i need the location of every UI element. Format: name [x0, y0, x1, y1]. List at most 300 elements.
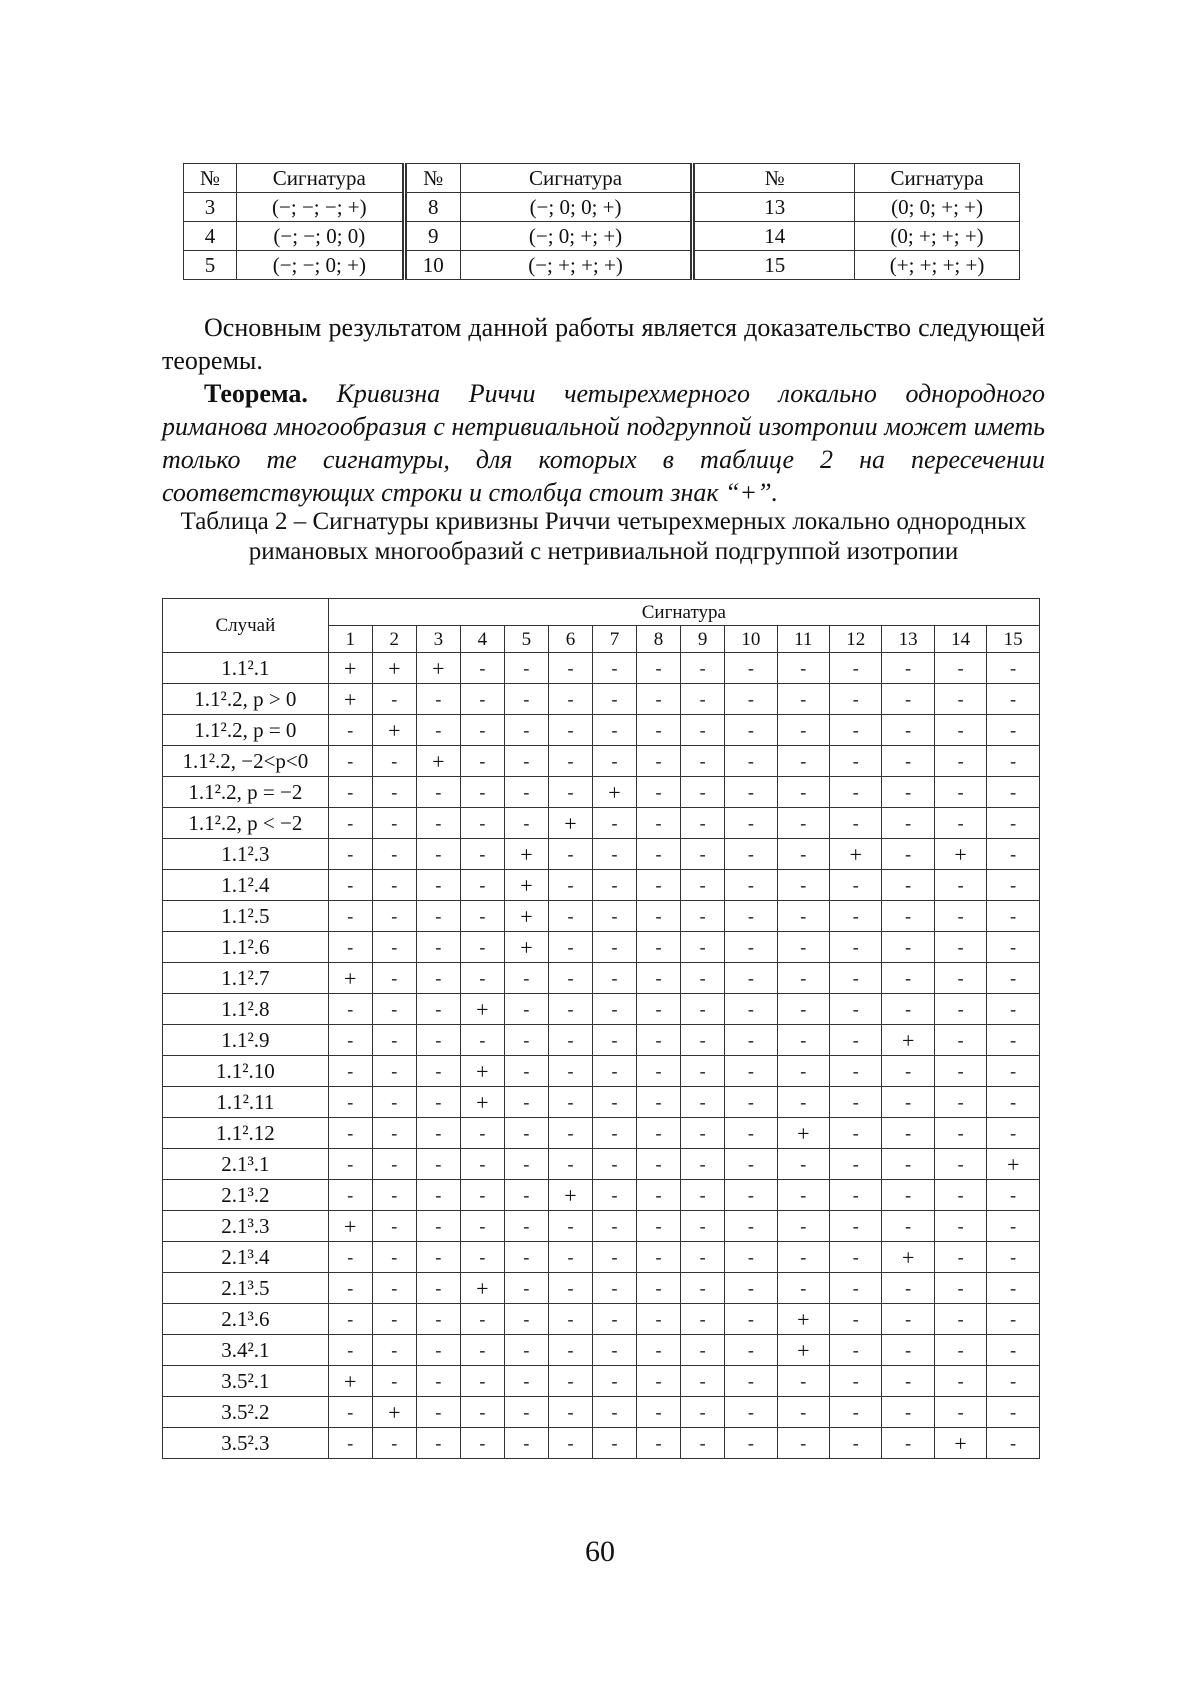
- minus-mark: -: [504, 1273, 548, 1304]
- minus-mark: -: [777, 1366, 829, 1397]
- minus-mark: -: [372, 963, 416, 994]
- minus-mark: -: [987, 808, 1040, 839]
- minus-mark: -: [830, 1211, 882, 1242]
- plus-mark: +: [777, 1335, 829, 1366]
- table-row: [163, 839, 1040, 870]
- page-number: 60: [0, 1535, 1200, 1569]
- minus-mark: -: [987, 1366, 1040, 1397]
- minus-mark: -: [777, 1428, 829, 1459]
- minus-mark: -: [987, 870, 1040, 901]
- signature-table: [183, 163, 1020, 280]
- signature-number: 3: [184, 193, 237, 222]
- minus-mark: -: [592, 1025, 636, 1056]
- minus-mark: -: [328, 870, 372, 901]
- minus-mark: -: [681, 684, 725, 715]
- signature-column-header: 8: [637, 626, 681, 653]
- minus-mark: -: [548, 1273, 592, 1304]
- minus-mark: -: [681, 808, 725, 839]
- minus-mark: -: [725, 1087, 777, 1118]
- minus-mark: -: [637, 1428, 681, 1459]
- table-row: [163, 1242, 1040, 1273]
- minus-mark: -: [416, 684, 460, 715]
- minus-mark: -: [592, 1242, 636, 1273]
- minus-mark: -: [882, 746, 934, 777]
- plus-mark: +: [504, 870, 548, 901]
- minus-mark: -: [416, 808, 460, 839]
- minus-mark: -: [830, 870, 882, 901]
- case-label: 2.1³.2: [163, 1180, 329, 1211]
- minus-mark: -: [777, 684, 829, 715]
- minus-mark: -: [681, 1087, 725, 1118]
- minus-mark: -: [830, 1273, 882, 1304]
- minus-mark: -: [725, 808, 777, 839]
- case-label: 1.1².2, p = −2: [163, 777, 329, 808]
- minus-mark: -: [548, 746, 592, 777]
- minus-mark: -: [830, 1428, 882, 1459]
- signature-column-header: 3: [416, 626, 460, 653]
- minus-mark: -: [934, 1025, 986, 1056]
- minus-mark: -: [328, 1087, 372, 1118]
- signature-header: Сигнатура: [328, 599, 1039, 626]
- minus-mark: -: [934, 1149, 986, 1180]
- minus-mark: -: [504, 994, 548, 1025]
- plus-mark: +: [830, 839, 882, 870]
- minus-mark: -: [681, 653, 725, 684]
- signature-column-header: 4: [460, 626, 504, 653]
- minus-mark: -: [725, 746, 777, 777]
- minus-mark: -: [548, 1149, 592, 1180]
- minus-mark: -: [328, 1273, 372, 1304]
- signature-value: (−; 0; 0; +): [460, 193, 693, 222]
- minus-mark: -: [460, 1149, 504, 1180]
- plus-mark: +: [548, 808, 592, 839]
- minus-mark: -: [987, 839, 1040, 870]
- minus-mark: -: [328, 994, 372, 1025]
- minus-mark: -: [548, 932, 592, 963]
- case-label: 1.1².6: [163, 932, 329, 963]
- minus-mark: -: [777, 1149, 829, 1180]
- minus-mark: -: [592, 963, 636, 994]
- minus-mark: -: [372, 808, 416, 839]
- plus-mark: +: [416, 746, 460, 777]
- minus-mark: -: [548, 1056, 592, 1087]
- minus-mark: -: [637, 808, 681, 839]
- case-label: 1.1².2, p < −2: [163, 808, 329, 839]
- plus-mark: +: [777, 1118, 829, 1149]
- case-label: 2.1³.4: [163, 1242, 329, 1273]
- minus-mark: -: [548, 1335, 592, 1366]
- minus-mark: -: [681, 1273, 725, 1304]
- case-label: 1.1².5: [163, 901, 329, 932]
- signature-table-row: [184, 193, 1020, 222]
- minus-mark: -: [548, 1304, 592, 1335]
- header-signature: Сигнатура: [855, 164, 1020, 193]
- minus-mark: -: [637, 963, 681, 994]
- minus-mark: -: [504, 653, 548, 684]
- case-label: 3.5².3: [163, 1428, 329, 1459]
- minus-mark: -: [460, 715, 504, 746]
- minus-mark: -: [987, 746, 1040, 777]
- minus-mark: -: [328, 1397, 372, 1428]
- minus-mark: -: [934, 1273, 986, 1304]
- minus-mark: -: [725, 684, 777, 715]
- minus-mark: -: [592, 1056, 636, 1087]
- minus-mark: -: [934, 746, 986, 777]
- minus-mark: -: [548, 777, 592, 808]
- signature-value: (−; 0; +; +): [460, 222, 693, 251]
- minus-mark: -: [987, 1087, 1040, 1118]
- minus-mark: -: [416, 870, 460, 901]
- minus-mark: -: [777, 1397, 829, 1428]
- minus-mark: -: [725, 777, 777, 808]
- minus-mark: -: [504, 1397, 548, 1428]
- minus-mark: -: [725, 963, 777, 994]
- minus-mark: -: [592, 1366, 636, 1397]
- minus-mark: -: [987, 901, 1040, 932]
- minus-mark: -: [372, 1366, 416, 1397]
- signature-column-header: 12: [830, 626, 882, 653]
- minus-mark: -: [725, 1211, 777, 1242]
- minus-mark: -: [777, 1056, 829, 1087]
- minus-mark: -: [882, 870, 934, 901]
- minus-mark: -: [934, 653, 986, 684]
- table-row: [163, 1211, 1040, 1242]
- minus-mark: -: [504, 715, 548, 746]
- minus-mark: -: [681, 1397, 725, 1428]
- minus-mark: -: [328, 715, 372, 746]
- signature-number: 13: [693, 193, 855, 222]
- minus-mark: -: [372, 870, 416, 901]
- signature-column-header: 1: [328, 626, 372, 653]
- minus-mark: -: [372, 746, 416, 777]
- signature-matrix-table: [162, 598, 1040, 1459]
- minus-mark: -: [460, 684, 504, 715]
- plus-mark: +: [548, 1180, 592, 1211]
- plus-mark: +: [372, 715, 416, 746]
- plus-mark: +: [460, 994, 504, 1025]
- signature-number: 9: [404, 222, 460, 251]
- minus-mark: -: [372, 1335, 416, 1366]
- minus-mark: -: [681, 777, 725, 808]
- minus-mark: -: [637, 1273, 681, 1304]
- header-signature: Сигнатура: [460, 164, 693, 193]
- minus-mark: -: [328, 1025, 372, 1056]
- minus-mark: -: [460, 1397, 504, 1428]
- minus-mark: -: [460, 839, 504, 870]
- minus-mark: -: [830, 1025, 882, 1056]
- case-label: 2.1³.3: [163, 1211, 329, 1242]
- minus-mark: -: [372, 1273, 416, 1304]
- minus-mark: -: [328, 1180, 372, 1211]
- minus-mark: -: [725, 839, 777, 870]
- minus-mark: -: [372, 684, 416, 715]
- minus-mark: -: [777, 839, 829, 870]
- table-row: [163, 808, 1040, 839]
- minus-mark: -: [592, 746, 636, 777]
- minus-mark: -: [592, 994, 636, 1025]
- minus-mark: -: [416, 777, 460, 808]
- minus-mark: -: [460, 1335, 504, 1366]
- minus-mark: -: [637, 1118, 681, 1149]
- minus-mark: -: [637, 1366, 681, 1397]
- case-label: 1.1².7: [163, 963, 329, 994]
- minus-mark: -: [592, 839, 636, 870]
- minus-mark: -: [637, 1335, 681, 1366]
- minus-mark: -: [372, 839, 416, 870]
- minus-mark: -: [830, 715, 882, 746]
- table-row: [163, 1056, 1040, 1087]
- table-row: [163, 653, 1040, 684]
- case-label: 1.1².4: [163, 870, 329, 901]
- case-label: 1.1².2, −2<p<0: [163, 746, 329, 777]
- case-label: 1.1².11: [163, 1087, 329, 1118]
- plus-mark: +: [372, 653, 416, 684]
- plus-mark: +: [372, 1397, 416, 1428]
- minus-mark: -: [328, 746, 372, 777]
- minus-mark: -: [460, 963, 504, 994]
- minus-mark: -: [416, 1428, 460, 1459]
- minus-mark: -: [934, 808, 986, 839]
- minus-mark: -: [725, 1180, 777, 1211]
- minus-mark: -: [592, 932, 636, 963]
- minus-mark: -: [681, 870, 725, 901]
- minus-mark: -: [882, 1335, 934, 1366]
- minus-mark: -: [504, 808, 548, 839]
- minus-mark: -: [934, 1366, 986, 1397]
- minus-mark: -: [725, 1025, 777, 1056]
- minus-mark: -: [987, 1118, 1040, 1149]
- minus-mark: -: [548, 684, 592, 715]
- minus-mark: -: [548, 1087, 592, 1118]
- minus-mark: -: [934, 1335, 986, 1366]
- minus-mark: -: [372, 1087, 416, 1118]
- minus-mark: -: [681, 994, 725, 1025]
- minus-mark: -: [416, 1335, 460, 1366]
- minus-mark: -: [987, 715, 1040, 746]
- minus-mark: -: [637, 777, 681, 808]
- minus-mark: -: [681, 1118, 725, 1149]
- minus-mark: -: [987, 1335, 1040, 1366]
- minus-mark: -: [725, 1428, 777, 1459]
- minus-mark: -: [725, 1118, 777, 1149]
- signature-column-header: 2: [372, 626, 416, 653]
- signature-column-header: 14: [934, 626, 986, 653]
- signature-number: 14: [693, 222, 855, 251]
- minus-mark: -: [372, 932, 416, 963]
- minus-mark: -: [592, 1335, 636, 1366]
- minus-mark: -: [372, 1304, 416, 1335]
- minus-mark: -: [934, 932, 986, 963]
- minus-mark: -: [416, 932, 460, 963]
- minus-mark: -: [987, 777, 1040, 808]
- minus-mark: -: [830, 1149, 882, 1180]
- case-label: 2.1³.6: [163, 1304, 329, 1335]
- minus-mark: -: [934, 1304, 986, 1335]
- minus-mark: -: [504, 684, 548, 715]
- minus-mark: -: [777, 870, 829, 901]
- signature-number: 10: [404, 251, 460, 280]
- plus-mark: +: [328, 963, 372, 994]
- plus-mark: +: [504, 932, 548, 963]
- minus-mark: -: [416, 1366, 460, 1397]
- minus-mark: -: [882, 777, 934, 808]
- minus-mark: -: [372, 901, 416, 932]
- table-row: [163, 994, 1040, 1025]
- minus-mark: -: [416, 901, 460, 932]
- table-row: [163, 1273, 1040, 1304]
- minus-mark: -: [637, 1056, 681, 1087]
- minus-mark: -: [592, 653, 636, 684]
- minus-mark: -: [681, 1366, 725, 1397]
- signature-column-header: 9: [681, 626, 725, 653]
- plus-mark: +: [460, 1087, 504, 1118]
- table-row: [163, 870, 1040, 901]
- minus-mark: -: [882, 1397, 934, 1428]
- minus-mark: -: [830, 1397, 882, 1428]
- minus-mark: -: [592, 684, 636, 715]
- minus-mark: -: [830, 1056, 882, 1087]
- signature-number: 8: [404, 193, 460, 222]
- minus-mark: -: [637, 1180, 681, 1211]
- minus-mark: -: [328, 901, 372, 932]
- minus-mark: -: [416, 1025, 460, 1056]
- minus-mark: -: [637, 746, 681, 777]
- signature-number: 15: [693, 251, 855, 280]
- minus-mark: -: [882, 963, 934, 994]
- minus-mark: -: [416, 1149, 460, 1180]
- minus-mark: -: [777, 746, 829, 777]
- minus-mark: -: [830, 1304, 882, 1335]
- minus-mark: -: [504, 1118, 548, 1149]
- minus-mark: -: [504, 1428, 548, 1459]
- plus-mark: +: [328, 1366, 372, 1397]
- minus-mark: -: [725, 932, 777, 963]
- minus-mark: -: [504, 1304, 548, 1335]
- minus-mark: -: [987, 1025, 1040, 1056]
- table-row: [163, 1304, 1040, 1335]
- minus-mark: -: [882, 994, 934, 1025]
- header-num: №: [404, 164, 460, 193]
- minus-mark: -: [830, 684, 882, 715]
- minus-mark: -: [460, 1242, 504, 1273]
- minus-mark: -: [416, 715, 460, 746]
- minus-mark: -: [882, 901, 934, 932]
- minus-mark: -: [777, 963, 829, 994]
- minus-mark: -: [328, 808, 372, 839]
- minus-mark: -: [681, 715, 725, 746]
- minus-mark: -: [504, 746, 548, 777]
- minus-mark: -: [592, 1273, 636, 1304]
- minus-mark: -: [460, 1118, 504, 1149]
- minus-mark: -: [460, 1025, 504, 1056]
- minus-mark: -: [830, 994, 882, 1025]
- minus-mark: -: [681, 963, 725, 994]
- table-row: [163, 1397, 1040, 1428]
- minus-mark: -: [637, 870, 681, 901]
- theorem-paragraph: [162, 377, 1045, 509]
- minus-mark: -: [416, 1242, 460, 1273]
- signature-column-header: 6: [548, 626, 592, 653]
- minus-mark: -: [725, 1056, 777, 1087]
- table-row: [163, 777, 1040, 808]
- plus-mark: +: [934, 1428, 986, 1459]
- minus-mark: -: [592, 1397, 636, 1428]
- plus-mark: +: [328, 653, 372, 684]
- table-row: [163, 1335, 1040, 1366]
- minus-mark: -: [416, 1397, 460, 1428]
- case-label: 3.5².2: [163, 1397, 329, 1428]
- minus-mark: -: [548, 963, 592, 994]
- minus-mark: -: [460, 870, 504, 901]
- signature-table-header-row: [184, 164, 1020, 193]
- minus-mark: -: [830, 746, 882, 777]
- minus-mark: -: [681, 1056, 725, 1087]
- table-row: [163, 1118, 1040, 1149]
- signature-column-header: 5: [504, 626, 548, 653]
- table-row: [163, 746, 1040, 777]
- minus-mark: -: [725, 1335, 777, 1366]
- minus-mark: -: [681, 1304, 725, 1335]
- case-label: 1.1².12: [163, 1118, 329, 1149]
- minus-mark: -: [592, 901, 636, 932]
- minus-mark: -: [830, 963, 882, 994]
- minus-mark: -: [681, 1149, 725, 1180]
- minus-mark: -: [777, 1025, 829, 1056]
- minus-mark: -: [637, 839, 681, 870]
- minus-mark: -: [882, 932, 934, 963]
- minus-mark: -: [592, 1087, 636, 1118]
- minus-mark: -: [681, 839, 725, 870]
- plus-mark: +: [987, 1149, 1040, 1180]
- plus-mark: +: [882, 1025, 934, 1056]
- minus-mark: -: [987, 1180, 1040, 1211]
- minus-mark: -: [637, 1087, 681, 1118]
- case-label: 1.1².10: [163, 1056, 329, 1087]
- plus-mark: +: [777, 1304, 829, 1335]
- minus-mark: -: [372, 1211, 416, 1242]
- minus-mark: -: [882, 1087, 934, 1118]
- minus-mark: -: [777, 1087, 829, 1118]
- signature-column-header: 15: [987, 626, 1040, 653]
- signature-column-header: 7: [592, 626, 636, 653]
- minus-mark: -: [460, 808, 504, 839]
- minus-mark: -: [637, 653, 681, 684]
- minus-mark: -: [777, 808, 829, 839]
- minus-mark: -: [987, 653, 1040, 684]
- signature-value: (+; +; +; +): [855, 251, 1020, 280]
- minus-mark: -: [592, 1118, 636, 1149]
- minus-mark: -: [725, 1304, 777, 1335]
- case-label: 1.1².2, p > 0: [163, 684, 329, 715]
- minus-mark: -: [681, 1428, 725, 1459]
- minus-mark: -: [548, 1397, 592, 1428]
- minus-mark: -: [725, 994, 777, 1025]
- minus-mark: -: [372, 1242, 416, 1273]
- minus-mark: -: [830, 653, 882, 684]
- minus-mark: -: [637, 1397, 681, 1428]
- plus-mark: +: [504, 901, 548, 932]
- minus-mark: -: [934, 1087, 986, 1118]
- minus-mark: -: [987, 994, 1040, 1025]
- table-row: [163, 963, 1040, 994]
- minus-mark: -: [777, 994, 829, 1025]
- minus-mark: -: [592, 1180, 636, 1211]
- minus-mark: -: [934, 1211, 986, 1242]
- minus-mark: -: [592, 715, 636, 746]
- minus-mark: -: [830, 1180, 882, 1211]
- minus-mark: -: [725, 870, 777, 901]
- minus-mark: -: [548, 870, 592, 901]
